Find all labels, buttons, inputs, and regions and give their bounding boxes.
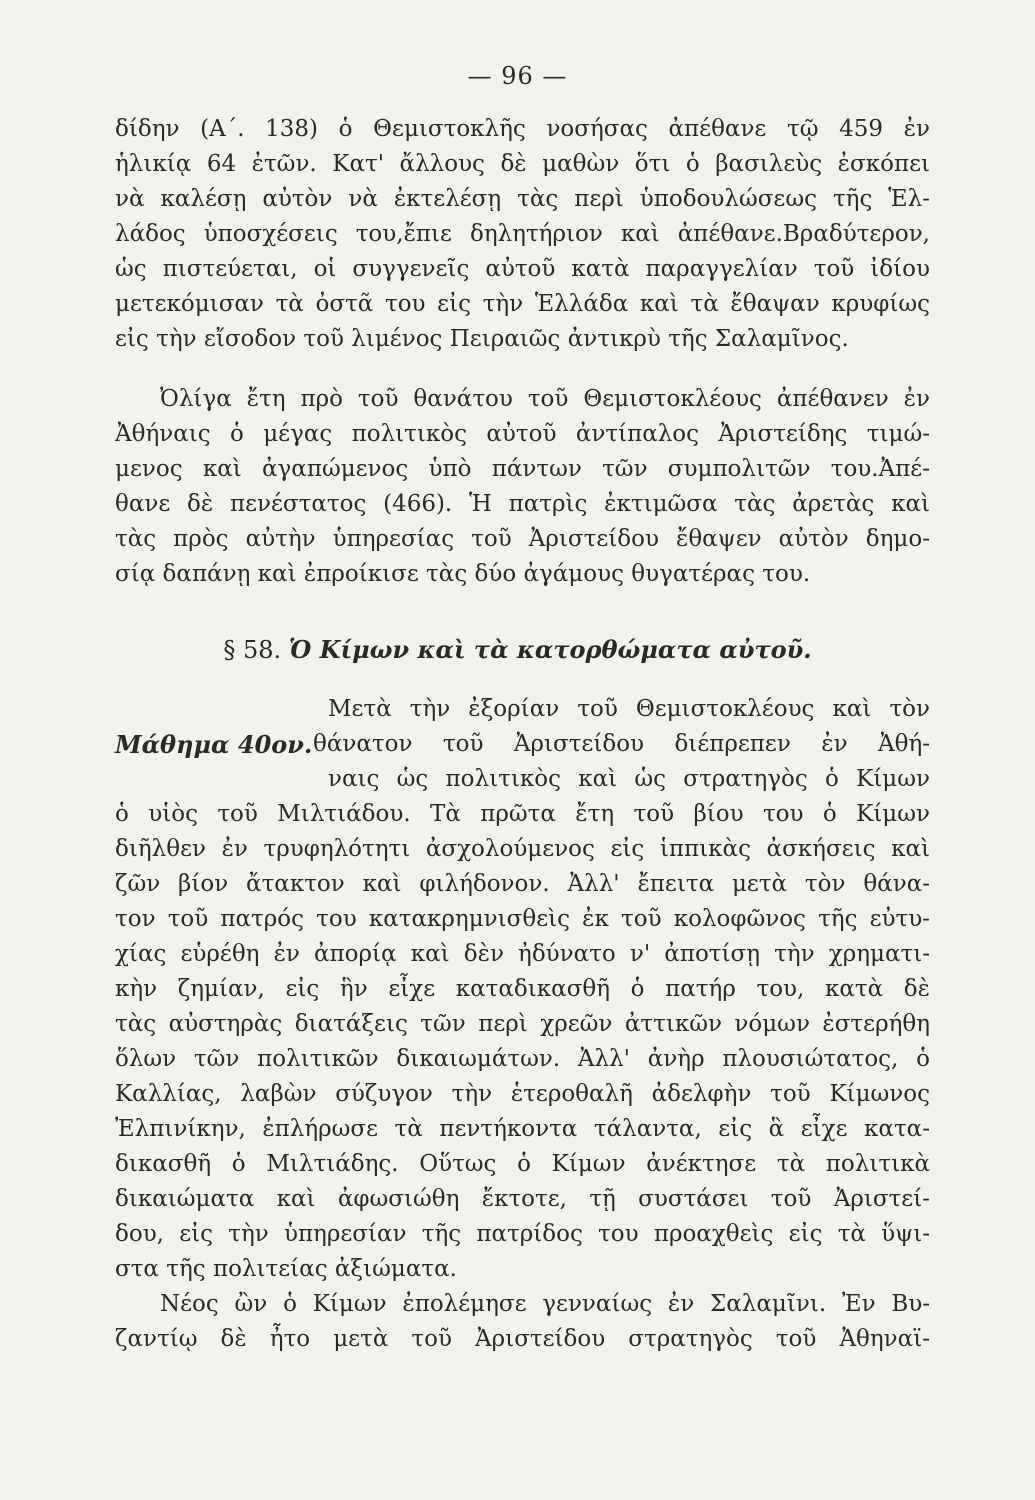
text-line: μετεκόμισαν τὰ ὀστᾶ του εἰς τὴν Ἑλλάδα καὶ τὰ ἔθαψαν κρυφίως bbox=[115, 291, 930, 317]
text-line: δικαιώματα καὶ ἀφωσιώθη ἔκτοτε, τῇ συστάσει τοῦ Ἀριστεί- bbox=[115, 1186, 930, 1212]
text-line: Ἀθήναις ὁ μέγας πολιτικὸς αὐτοῦ ἀντίπαλος Ἀριστείδης τιμώ- bbox=[115, 421, 930, 447]
text-line: Νέος ὢν ὁ Κίμων ἐπολέμησε γενναίως ἐν Σαλαμῖνι. Ἐν Βυ- bbox=[160, 1291, 930, 1317]
section-heading bbox=[0, 632, 1035, 668]
text-line: ἡλικίᾳ 64 ἐτῶν. Κατ' ἄλλους δὲ μαθὼν ὅτι ὁ βασιλεὺς ἐσκόπει bbox=[115, 151, 930, 177]
paragraph-2 bbox=[115, 382, 930, 592]
text-line: νὰ καλέσῃ αὐτὸν νὰ ἐκτελέσῃ τὰς περὶ ὑποδουλώσεως τῆς Ἑλ- bbox=[115, 186, 930, 212]
text-line: ὁ υἱὸς τοῦ Μιλτιάδου. Τὰ πρῶτα ἔτη τοῦ βίου του ὁ Κίμων bbox=[115, 801, 930, 827]
text-line: τὰς πρὸς αὐτὴν ὑπηρεσίας τοῦ Ἀριστείδου ἔθαψεν αὐτὸν δημο- bbox=[115, 526, 930, 552]
text-line: εἰς τὴν εἴσοδον τοῦ λιμένος Πειραιῶς ἀντικρὺ τῆς Σαλαμῖνος. bbox=[115, 326, 849, 352]
page-number: — 96 — bbox=[467, 62, 568, 90]
section-title: Ὁ Κίμων καὶ τὰ κατορθώματα αὐτοῦ. bbox=[288, 635, 812, 664]
text-line: δίδην (Α΄. 138) ὁ Θεμιστοκλῆς νοσήσας ἀπέθανε τῷ 459 ἐν bbox=[115, 116, 930, 142]
text-line: στα τῆς πολιτείας ἀξιώματα. bbox=[115, 1256, 457, 1282]
text-line: διῆλθεν ἐν τρυφηλότητι ἀσχολούμενος εἰς ἱππικὰς ἀσκήσεις καὶ bbox=[115, 836, 930, 862]
section-number: § 58. bbox=[223, 636, 282, 664]
text-line: Ἐλπινίκην, ἐπλήρωσε τὰ πεντήκοντα τάλαντα, εἰς ἃ εἶχε κατα- bbox=[115, 1116, 930, 1142]
text-line: Μετὰ τὴν ἐξορίαν τοῦ Θεμιστοκλέους καὶ τὸν bbox=[328, 696, 930, 722]
text-line: ζαντίῳ δὲ ἦτο μετὰ τοῦ Ἀριστείδου στρατηγὸς τοῦ Ἀθηναϊ- bbox=[115, 1326, 930, 1352]
text-line: ὡς πιστεύεται, οἱ συγγενεῖς αὐτοῦ κατὰ παραγγελίαν τοῦ ἰδίου bbox=[115, 256, 930, 282]
lesson-label: Μάθημα 40ον. bbox=[115, 730, 313, 759]
text-line: ναις ὡς πολιτικὸς καὶ ὡς στρατηγὸς ὁ Κίμων bbox=[328, 766, 930, 792]
text-line: Ὀλίγα ἔτη πρὸ τοῦ θανάτου τοῦ Θεμιστοκλέους ἀπέθανεν ἐν bbox=[160, 386, 930, 412]
paragraph-1 bbox=[115, 112, 930, 357]
text-line: μενος καὶ ἀγαπώμενος ὑπὸ πάντων τῶν συμπολιτῶν του.Ἀπέ- bbox=[115, 456, 930, 482]
text-line: θάνατον τοῦ Ἀριστείδου διέπρεπεν ἐν Ἀθή- bbox=[313, 731, 930, 757]
lesson-row bbox=[115, 727, 930, 762]
text-line: σίᾳ δαπάνῃ καὶ ἐπροίκισε τὰς δύο ἀγάμους θυγατέρας του. bbox=[115, 561, 811, 587]
text-line: λάδος ὑποσχέσεις του,ἔπιε δηλητήριον καὶ ἀπέθανε.Βραδύτερον, bbox=[115, 221, 930, 247]
text-line: τον τοῦ πατρός του κατακρημνισθεὶς ἐκ τοῦ κολοφῶνος τῆς εὐτυ- bbox=[115, 906, 930, 932]
text-line: χίας εὑρέθη ἐν ἀπορίᾳ καὶ δὲν ἠδύνατο ν' ἀποτίσῃ τὴν χρηματι- bbox=[115, 941, 930, 967]
text-line: τὰς αὐστηρὰς διατάξεις τῶν περὶ χρεῶν ἀττικῶν νόμων ἐστερήθη bbox=[115, 1011, 930, 1037]
text-line: κὴν ζημίαν, εἰς ἣν εἶχε καταδικασθῆ ὁ πατήρ του, κατὰ δὲ bbox=[115, 976, 930, 1002]
text-line: θανε δὲ πενέστατος (466). Ἡ πατρὶς ἐκτιμῶσα τὰς ἀρετὰς καὶ bbox=[115, 491, 930, 517]
text-line: δικασθῆ ὁ Μιλτιάδης. Οὕτως ὁ Κίμων ἀνέκτησε τὰ πολιτικὰ bbox=[115, 1151, 930, 1177]
text-line: Καλλίας, λαβὼν σύζυγον τὴν ἑτεροθαλῆ ἀδελφὴν τοῦ Κίμωνος bbox=[115, 1081, 930, 1107]
text-line: ὅλων τῶν πολιτικῶν δικαιωμάτων. Ἀλλ' ἀνὴρ πλουσιώτατος, ὁ bbox=[115, 1046, 930, 1072]
text-line: δου, εἰς τὴν ὑπηρεσίαν τῆς πατρίδος του προαχθεὶς εἰς τὰ ὕψι- bbox=[115, 1221, 930, 1247]
text-line: ζῶν βίον ἄτακτον καὶ φιλήδονον. Ἀλλ' ἔπειτα μετὰ τὸν θάνα- bbox=[115, 871, 930, 897]
lesson-block bbox=[115, 692, 930, 1357]
